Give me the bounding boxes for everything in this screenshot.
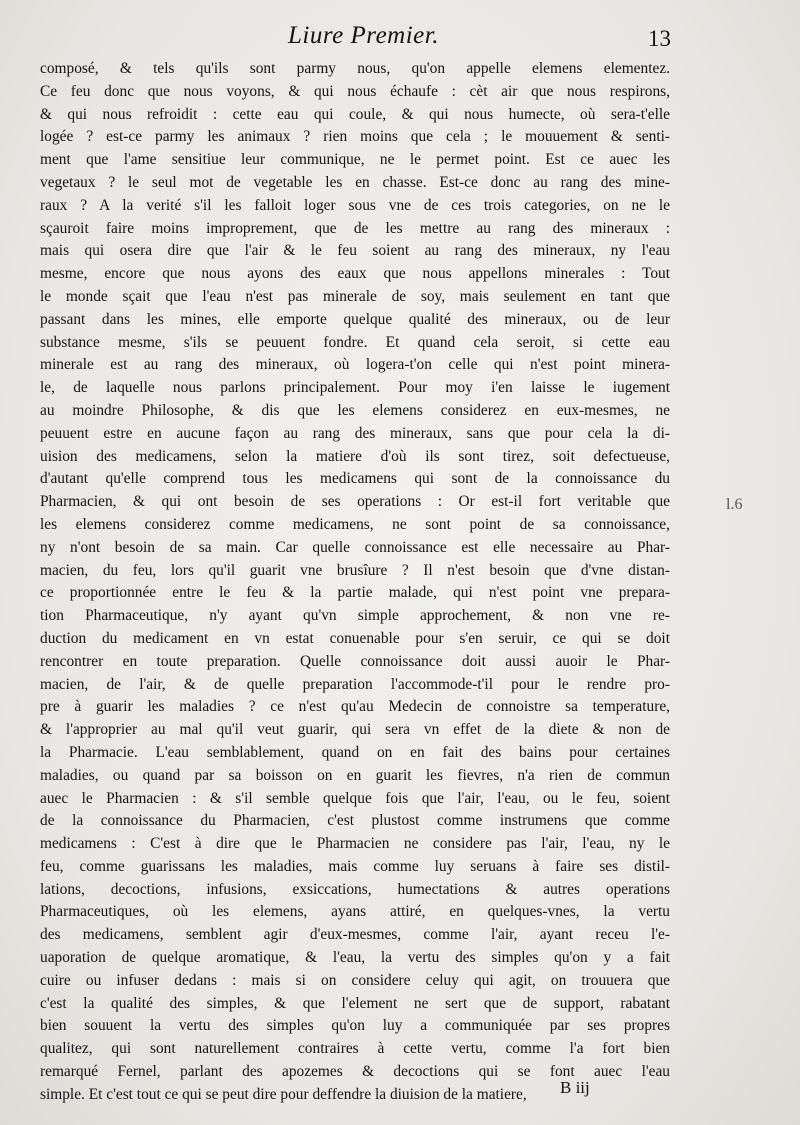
text-line: des medicamens, semblent agir d'eux-mesmes, comme l'air, ayant receu l'e-	[40, 926, 670, 944]
text-line: Pharmaceutiques, où les elemens, ayans attiré, en quelques-vnes, la vertu	[40, 903, 670, 921]
text-line: auec le Pharmacien : & s'il semble quelque fois que l'air, l'eau, ou le feu, soient	[40, 789, 670, 807]
running-head: Liure Premier.	[288, 22, 439, 49]
text-line: & qui nous refroidit : cette eau qui coule, & qui nous humecte, où sera-t'elle	[40, 105, 670, 123]
text-line: lations, decoctions, infusions, exsiccations, humectations & autres operations	[40, 880, 670, 898]
text-line: Ce feu donc que nous voyons, & qui nous échaufe : cèt air que nous respirons,	[40, 82, 670, 100]
text-line: au moindre Philosophe, & dis que les elemens considerez en eux-mesmes, ne	[40, 401, 670, 419]
text-line: & l'approprier au mal qu'il veut guarir, qui sera vn effet de la diete & non de	[40, 721, 670, 739]
text-line: macien, de l'air, & de quelle preparation l'accommode-t'il pour le rendre pro-	[40, 675, 670, 693]
text-line: remarqué Fernel, parlant des apozemes & decoctions qui se font auec l'eau	[40, 1063, 670, 1081]
signature-mark: B iij	[560, 1078, 590, 1097]
text-line: qualitez, qui sont naturellement contraires à cette vertu, comme l'a fort bien	[40, 1040, 670, 1058]
text-line: minerale est au rang des mineraux, où logera-t'on celle qui n'est point minera-	[40, 356, 670, 374]
text-line: mais qui osera dire que l'air & le feu soient au rang des mineraux, ny l'eau	[40, 242, 670, 260]
text-line: logée ? est-ce parmy les animaux ? rien moins que cela ; le mouuement & senti-	[40, 128, 670, 146]
text-line: c'est la qualité des simples, & que l'element ne sert que de support, rabatant	[40, 994, 670, 1012]
text-line: tion Pharmaceutique, n'y ayant qu'vn simple approchement, & non vne re-	[40, 607, 670, 625]
text-line: simple. Et c'est tout ce qui se peut dire pour deffendre la diuision de la matiere,	[40, 1085, 527, 1103]
text-line: pre à guarir les maladies ? ce n'est qu'au Medecin de connoistre sa temperature,	[40, 698, 670, 716]
text-line: bien souuent la vertu des simples qu'on luy a communiquée par ses propres	[40, 1017, 670, 1035]
text-line: duction du medicament en vn estat conuenable pour s'en seruir, ce qui se doit	[40, 629, 670, 647]
text-line: passant dans les mines, elle emporte quelque qualité des mineraux, ou de leur	[40, 310, 670, 328]
text-line: ment que l'ame sensitiue leur communique, ne le permet point. Est ce auec les	[40, 151, 670, 169]
text-line: vegetaux ? le seul mot de vegetable les en chasse. Est-ce donc au rang des mine-	[40, 173, 670, 191]
text-line: macien, du feu, lors qu'il guarit vne brusîure ? Il n'est besoin que d'vne distan-	[40, 561, 670, 579]
text-line: d'autant qu'elle comprend tous les medicamens qui sont de la connoissance du	[40, 470, 670, 488]
margin-note: l.6	[726, 496, 743, 513]
text-line: les elemens considerez comme medicamens, ne sont point de sa connoissance,	[40, 515, 670, 533]
text-line: raux ? A la verité s'il les falloit loger sous vne de ces trois categories, on ne le	[40, 196, 670, 214]
text-line: composé, & tels qu'ils sont parmy nous, qu'on appelle elemens elementez.	[40, 60, 670, 77]
text-line: le monde sçait que l'eau n'est pas minerale de soy, mais seulement en tant que	[40, 287, 670, 305]
body-text	[40, 58, 670, 1107]
text-line: peuuent estre en aucune façon au rang des mineraux, sans que pour cela la di-	[40, 424, 670, 442]
text-line: medicamens : C'est à dire que le Pharmacien ne considere pas l'air, l'eau, ny le	[40, 835, 670, 853]
text-line: cuire ou infuser dedans : mais si on considere celuy qui agit, on trouuera que	[40, 971, 670, 989]
text-line: substance mesme, s'ils se peuuent fondre. Et quand cela seroit, si cette eau	[40, 333, 670, 351]
text-line: feu, comme guarissans les maladies, mais comme luy seruans à faire ses distil-	[40, 857, 670, 875]
text-line: ny n'ont besoin de sa main. Car quelle connoissance est elle necessaire au Phar-	[40, 538, 670, 556]
page-number: 13	[648, 26, 671, 51]
text-line: maladies, ou quand par sa boisson on en guarit les fievres, n'a rien de commun	[40, 766, 670, 784]
text-line: le, de laquelle nous parlons principalement. Pour moy i'en laisse le iugement	[40, 379, 670, 397]
text-line: Pharmacien, & qui ont besoin de ses operations : Or est-il fort veritable que	[40, 493, 670, 511]
text-line: mesme, encore que nous ayons des eaux que nous appellons minerales : Tout	[40, 265, 670, 283]
text-line: ce proportionnée entre le feu & la partie malade, qui n'est point vne prepara-	[40, 584, 670, 602]
text-line: la Pharmacie. L'eau semblablement, quand on en fait des bains pour certaines	[40, 743, 670, 761]
page-header	[0, 20, 800, 60]
text-line: uaporation de quelque aromatique, & l'eau, la vertu des simples qu'on y a fait	[40, 949, 670, 967]
text-line: sçauroit faire moins improprement, que de les mettre au rang des mineraux :	[40, 219, 670, 237]
text-line: de la connoissance du Pharmacien, c'est plustost comme instrumens que comme	[40, 812, 670, 830]
text-line: rencontrer en toute preparation. Quelle connoissance doit aussi auoir le Phar-	[40, 652, 670, 670]
text-line: uision des medicamens, selon la matiere d'où ils sont tirez, soit defectueuse,	[40, 447, 670, 465]
